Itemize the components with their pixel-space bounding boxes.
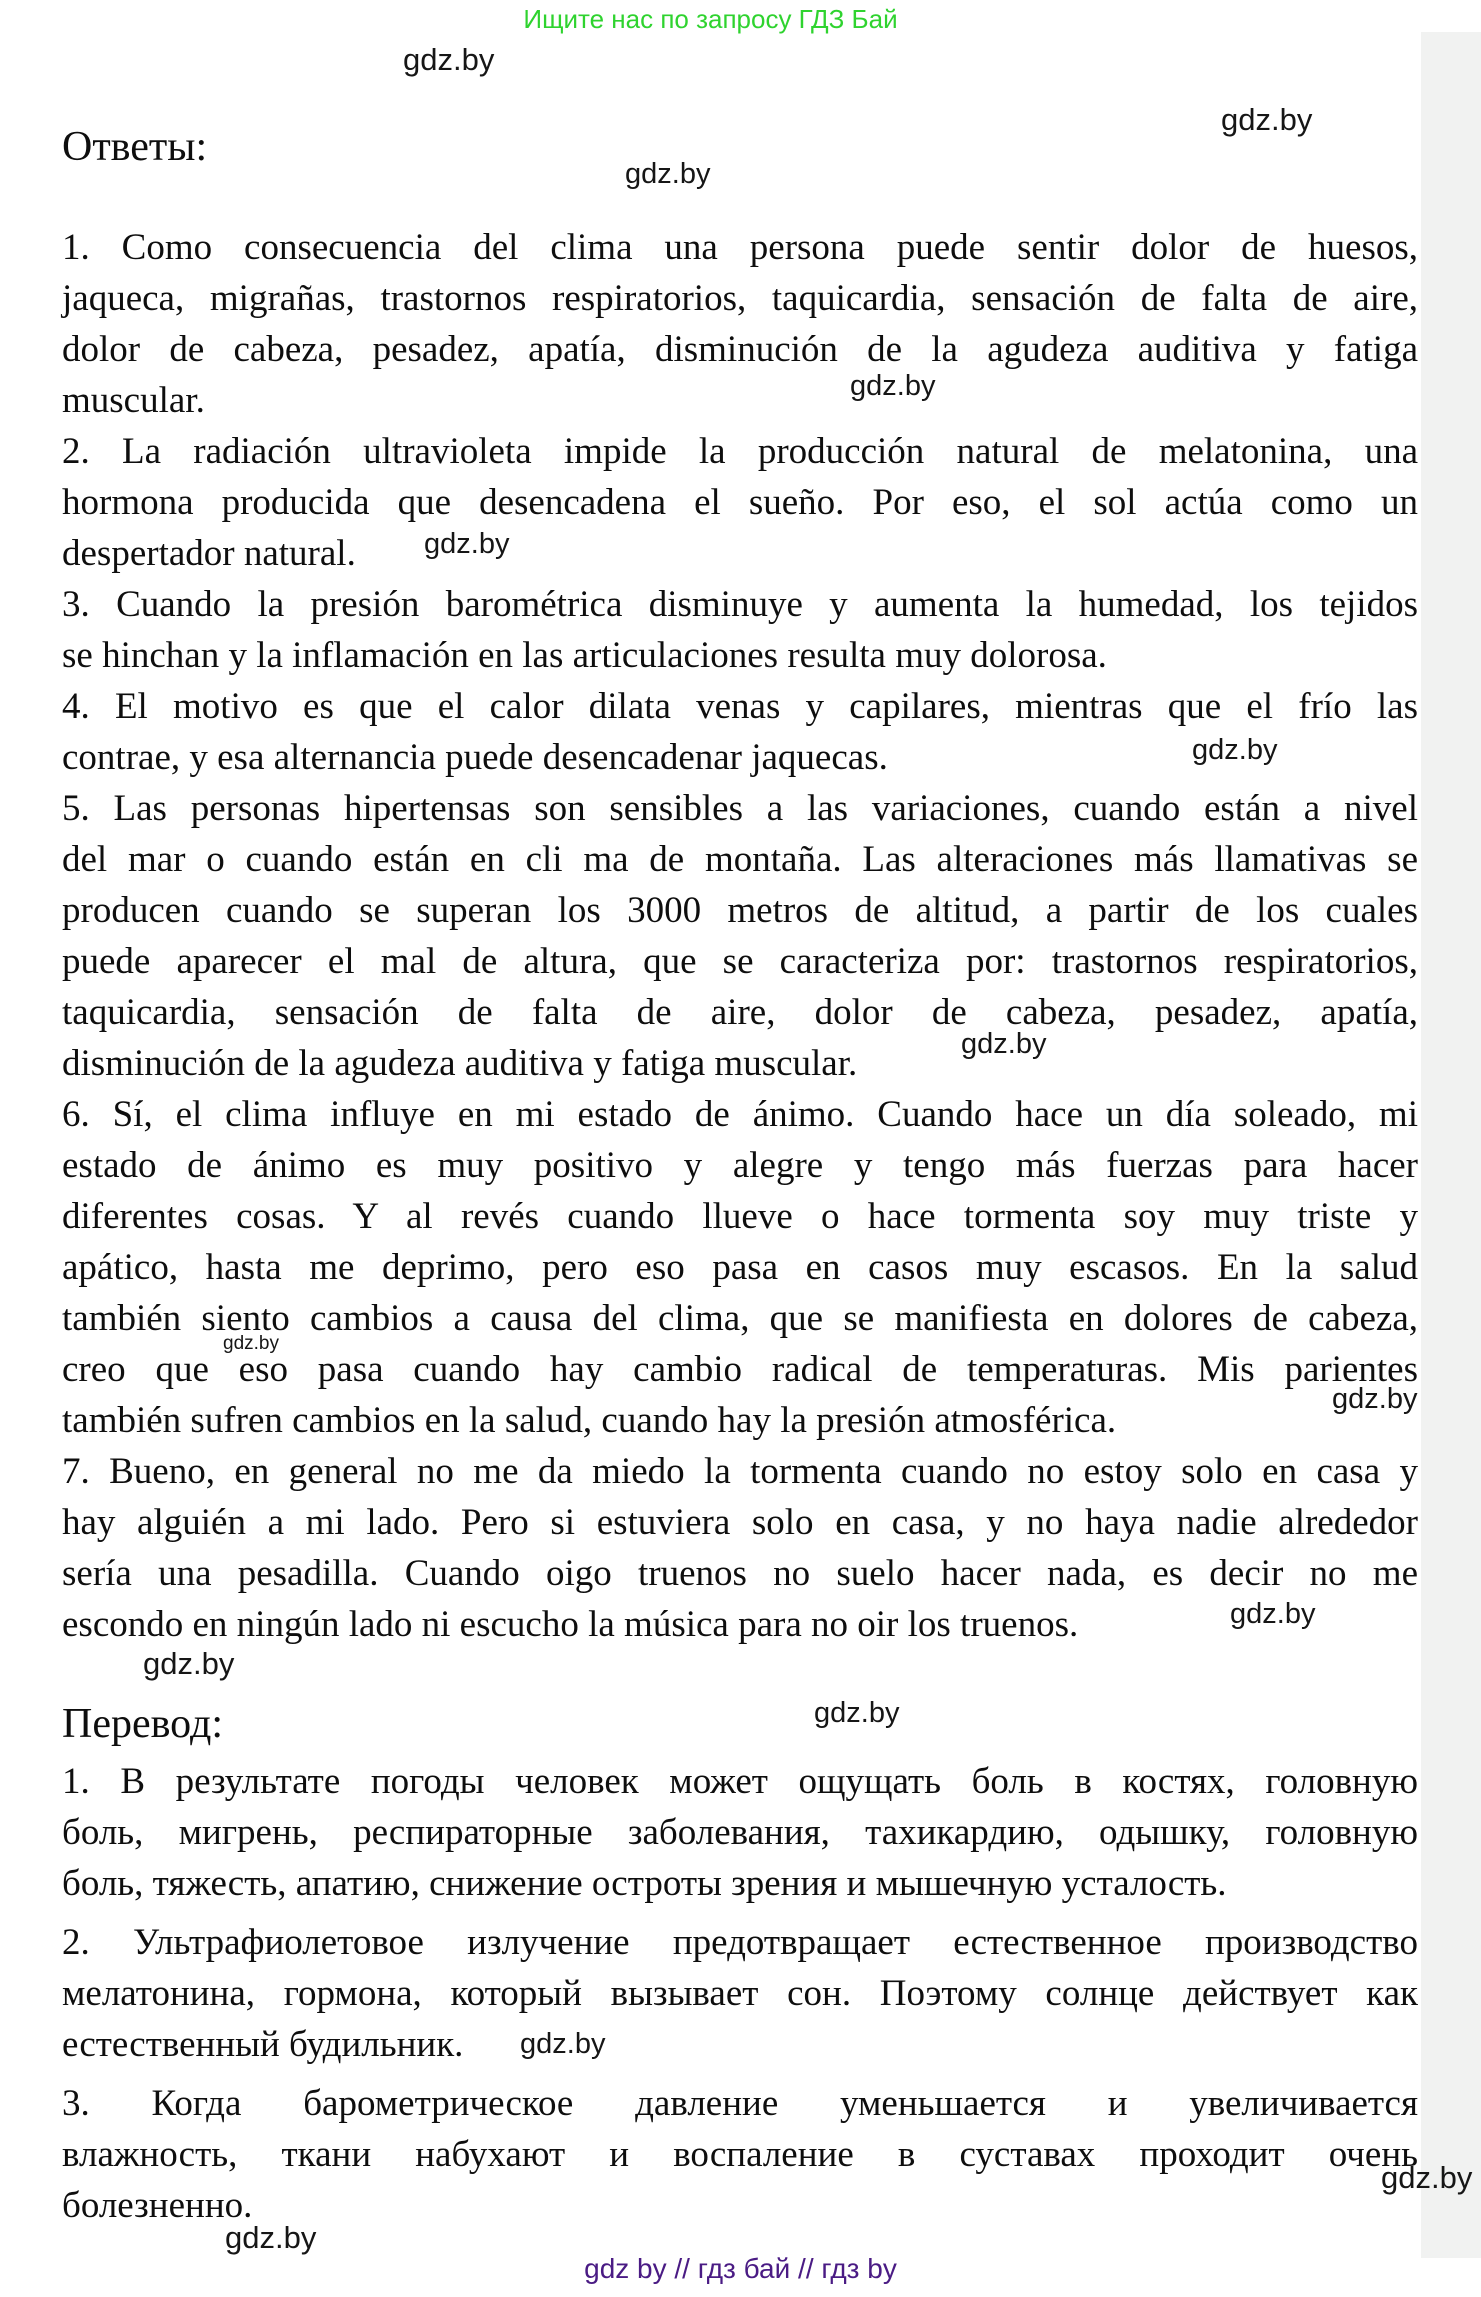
text-line: 4. El motivo es que el calor dilata venas y capilares, mientras que el frío las xyxy=(62,686,1418,727)
text-line: sería una pesadilla. Cuando oigo truenos no suelo hacer nada, es decir no me xyxy=(62,1553,1418,1594)
gdzby-watermark: gdz.by xyxy=(961,1028,1047,1060)
text-line: diferentes cosas. Y al revés cuando llueve o hace tormenta soy muy triste y xyxy=(62,1196,1418,1237)
gdzby-watermark: gdz.by xyxy=(424,528,510,560)
translation-section xyxy=(62,1756,1418,2231)
text-line: мелатонина, гормона, который вызывает сон. Поэтому солнце действует как xyxy=(62,1973,1418,2014)
text-line: disminución de la agudeza auditiva y fatiga muscular. xyxy=(62,1043,858,1084)
paragraph xyxy=(62,222,1418,426)
text-line: 2. La radiación ultravioleta impide la producción natural de melatonina, una xyxy=(62,431,1418,472)
text-line: 2. Ультрафиолетовое излучение предотвращает естественное производство xyxy=(62,1922,1418,1963)
text-line: despertador natural. xyxy=(62,533,356,574)
text-line: taquicardia, sensación de falta de aire, dolor de cabeza, pesadez, apatía, xyxy=(62,992,1418,1033)
text-line: боль, тяжесть, апатию, снижение остроты зрения и мышечную усталость. xyxy=(62,1863,1227,1904)
text-line: apático, hasta me deprimo, pero eso pasa en casos muy escasos. En la salud xyxy=(62,1247,1418,1288)
answers-section xyxy=(62,222,1418,1650)
gdzby-watermark: gdz.by xyxy=(143,1646,235,1681)
text-line: 3. Cuando la presión barométrica disminuye y aumenta la humedad, los tejidos xyxy=(62,584,1418,625)
text-line: 7. Bueno, en general no me da miedo la tormenta cuando no estoy solo en casa y xyxy=(62,1451,1418,1492)
paragraph xyxy=(62,681,1418,783)
gdzby-watermark: gdz.by xyxy=(1192,734,1278,766)
gdzby-watermark: gdz.by xyxy=(403,42,495,77)
text-line: se hinchan y la inflamación en las articulaciones resulta muy dolorosa. xyxy=(62,635,1107,676)
gdzby-watermark: gdz.by xyxy=(814,1697,900,1729)
text-line: 1. Como consecuencia del clima una persona puede sentir dolor de huesos, xyxy=(62,227,1418,268)
text-line: 3. Когда барометрическое давление уменьшается и увеличивается xyxy=(62,2083,1418,2124)
text-line: muscular. xyxy=(62,380,205,421)
text-line: producen cuando se superan los 3000 metros de altitud, a partir de los cuales xyxy=(62,890,1418,931)
text-line: 6. Sí, el clima influye en mi estado de ánimo. Cuando hace un día soleado, mi xyxy=(62,1094,1418,1135)
text-line: боль, мигрень, респираторные заболевания, тахикардию, одышку, головную xyxy=(62,1812,1418,1853)
text-line: 1. В результате погоды человек может ощущать боль в костях, головную xyxy=(62,1761,1418,1802)
text-line: jaqueca, migrañas, trastornos respiratorios, taquicardia, sensación de falta de aire, xyxy=(62,278,1418,319)
gdzby-watermark: gdz.by xyxy=(1230,1598,1316,1630)
text-line: del mar o cuando están en cli ma de montaña. Las alteraciones más llamativas se xyxy=(62,839,1418,880)
text-line: 5. Las personas hipertensas son sensibles a las variaciones, cuando están a nivel xyxy=(62,788,1418,829)
paragraph xyxy=(62,783,1418,1089)
text-line: влажность, ткани набухают и воспаление в суставах проходит очень xyxy=(62,2134,1418,2175)
text-line: puede aparecer el mal de altura, que se caracteriza por: trastornos respiratorios, xyxy=(62,941,1418,982)
answers-heading: Ответы: xyxy=(62,124,208,170)
footer-links[interactable]: gdz by // гдз бай // гдз by xyxy=(584,2253,897,2284)
text-line: естественный будильник. xyxy=(62,2024,464,2065)
gdzby-watermark: gdz.by xyxy=(625,158,711,190)
text-line: hay alguién a mi lado. Pero si estuviera solo en casa, y no haya nadie alrededor xyxy=(62,1502,1418,1543)
paragraph xyxy=(62,579,1418,681)
text-line: hormona producida que desencadena el sueño. Por eso, el sol actúa como un xyxy=(62,482,1418,523)
gdzby-watermark: gdz.by xyxy=(225,2220,317,2255)
gdzby-watermark: gdz.by xyxy=(223,1333,279,1354)
gdzby-watermark: gdz.by xyxy=(1381,2160,1473,2195)
gdzby-watermark: gdz.by xyxy=(1221,102,1313,137)
text-line: dolor de cabeza, pesadez, apatía, disminución de la agudeza auditiva y fatiga xyxy=(62,329,1418,370)
paragraph xyxy=(62,426,1418,579)
gdzby-watermark: gdz.by xyxy=(850,370,936,402)
right-gutter xyxy=(1421,32,1481,2258)
translation-heading: Перевод: xyxy=(62,1701,223,1747)
text-line: болезненно. xyxy=(62,2185,253,2226)
paragraph xyxy=(62,1446,1418,1650)
text-line: creo que eso pasa cuando hay cambio radical de temperaturas. Mis parientes xyxy=(62,1349,1418,1390)
top-banner-text: Ищите нас по запросу ГДЗ Бай xyxy=(523,4,898,34)
paragraph xyxy=(62,1917,1418,2070)
text-line: escondo en ningún lado ni escucho la música para no oir los truenos. xyxy=(62,1604,1079,1645)
gdzby-watermark: gdz.by xyxy=(520,2028,606,2060)
text-line: estado de ánimo es muy positivo y alegre y tengo más fuerzas para hacer xyxy=(62,1145,1418,1186)
text-line: también siento cambios a causa del clima, que se manifiesta en dolores de cabeza, xyxy=(62,1298,1418,1339)
paragraph xyxy=(62,1756,1418,1909)
paragraph xyxy=(62,1089,1418,1446)
paragraph xyxy=(62,2078,1418,2231)
text-line: también sufren cambios en la salud, cuando hay la presión atmosférica. xyxy=(62,1400,1117,1441)
gdzby-watermark: gdz.by xyxy=(1332,1383,1418,1415)
text-line: contrae, y esa alternancia puede desencadenar jaquecas. xyxy=(62,737,888,778)
